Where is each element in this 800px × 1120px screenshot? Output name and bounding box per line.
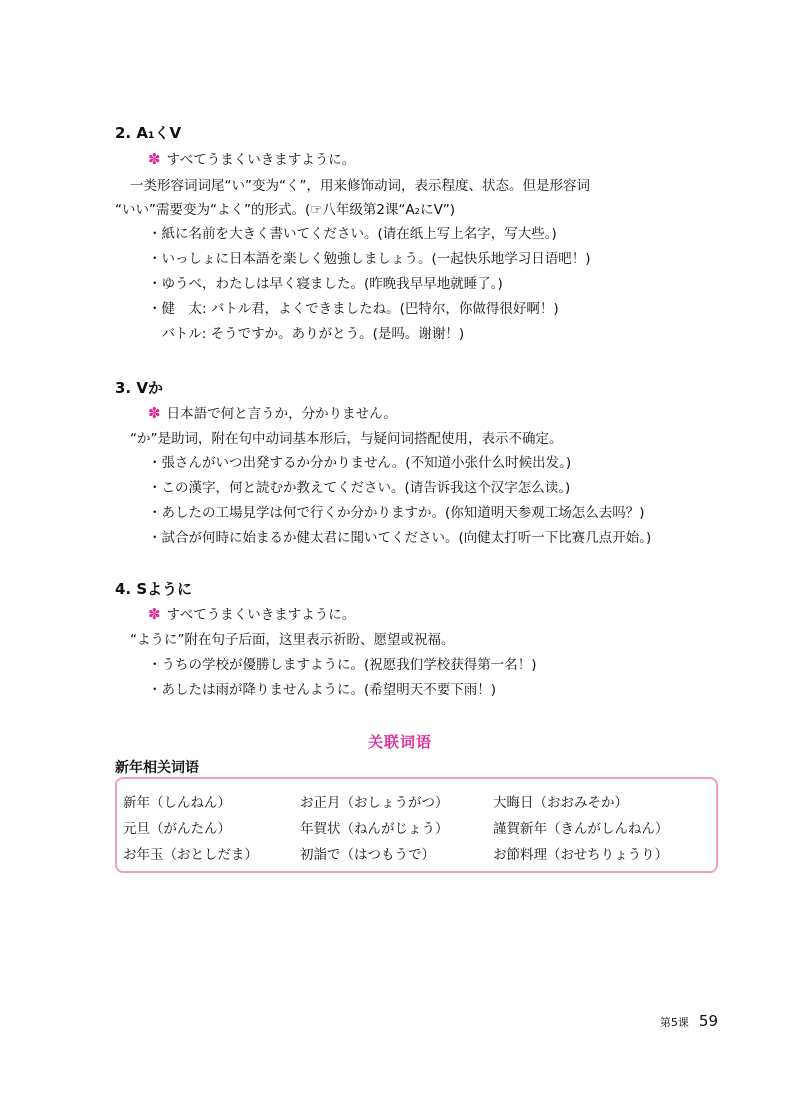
- example-sentence: ・この漢字，何と読むか教えてください。(请告诉我这个汉字怎么读。): [148, 480, 571, 496]
- section-3-pattern: [148, 404, 397, 423]
- vocab-word: 大晦日（おおみそか）: [493, 795, 628, 811]
- section-4-explanation: “ように”附在句子后面，这里表示祈盼、愿望或祝福。: [130, 632, 455, 648]
- section-2-explanation-2: “いい”需要变为“よく”的形式。(☞八年级第2课“A₂にV”): [115, 202, 456, 218]
- section-4-heading: 4. Sように: [115, 580, 193, 598]
- vocab-word: お節料理（おせちりょうり）: [493, 847, 669, 863]
- vocab-word: 新年（しんねん）: [123, 795, 231, 811]
- example-sentence: ・試合が何時に始まるか健太君に聞いてください。(向健太打听一下比赛几点开始。): [148, 530, 652, 546]
- flower-bullet-icon: ✽: [148, 404, 161, 422]
- example-sentence: ・健 太: バトル君，よくできましたね。(巴特尔，你做得很好啊！): [148, 301, 559, 317]
- example-sentence: ・あしたの工場見学は何で行くか分かりますか。(你知道明天参观工场怎么去吗？): [148, 505, 645, 521]
- section-4-pattern: [148, 605, 355, 624]
- example-sentence: ・あしたは雨が降りませんように。(希望明天不要下雨！): [148, 682, 497, 698]
- page-footer: [660, 1011, 718, 1030]
- lesson-label: 第5课: [659, 1016, 689, 1029]
- example-sentence: ・ゆうべ，わたしは早く寝ました。(昨晚我早早地就睡了。): [148, 276, 503, 292]
- pattern-text: 日本語で何と言うか，分かりません。: [166, 406, 397, 422]
- pattern-text: すべてうまくいきますように。: [166, 607, 356, 623]
- related-vocabulary-title: 关联词语: [367, 733, 432, 751]
- example-sentence: ・いっしょに日本語を楽しく勉強しましょう。(一起快乐地学习日语吧！): [148, 251, 591, 267]
- section-2-heading: 2. A₁くV: [115, 124, 182, 142]
- vocabulary-box: [115, 777, 718, 873]
- vocabulary-subtitle: 新年相关词语: [115, 760, 199, 776]
- vocab-word: お年玉（おとしだま）: [123, 847, 258, 863]
- vocab-word: お正月（おしょうがつ）: [300, 795, 449, 811]
- section-3-heading: 3. Vか: [115, 379, 163, 397]
- vocab-word: 元旦（がんたん）: [123, 821, 231, 837]
- vocab-word: 謹賀新年（きんがしんねん）: [493, 821, 669, 837]
- section-2-explanation-1: 一类形容词词尾“い”变为“く”，用来修饰动词，表示程度、状态。但是形容词: [130, 178, 590, 194]
- flower-bullet-icon: ✽: [148, 150, 161, 168]
- section-3-explanation: “か”是助词，附在句中动词基本形后，与疑问词搭配使用，表示不确定。: [130, 431, 563, 447]
- pattern-text: すべてうまくいきますように。: [166, 152, 356, 168]
- example-sentence: バトル: そうですか。ありがとう。(是吗。谢谢！): [148, 326, 465, 342]
- section-2-pattern: [148, 150, 355, 169]
- example-sentence: ・張さんがいつ出発するか分かりません。(不知道小张什么时候出发。): [148, 455, 572, 471]
- page-number: 59: [698, 1012, 718, 1030]
- vocab-word: 初詣で（はつもうで）: [300, 847, 435, 863]
- example-sentence: ・紙に名前を大きく書いてください。(请在纸上写上名字，写大些。): [148, 226, 557, 242]
- example-sentence: ・うちの学校が優勝しますように。(祝愿我们学校获得第一名！): [148, 657, 537, 673]
- vocab-word: 年賀状（ねんがじょう）: [300, 821, 449, 837]
- flower-bullet-icon: ✽: [148, 605, 161, 623]
